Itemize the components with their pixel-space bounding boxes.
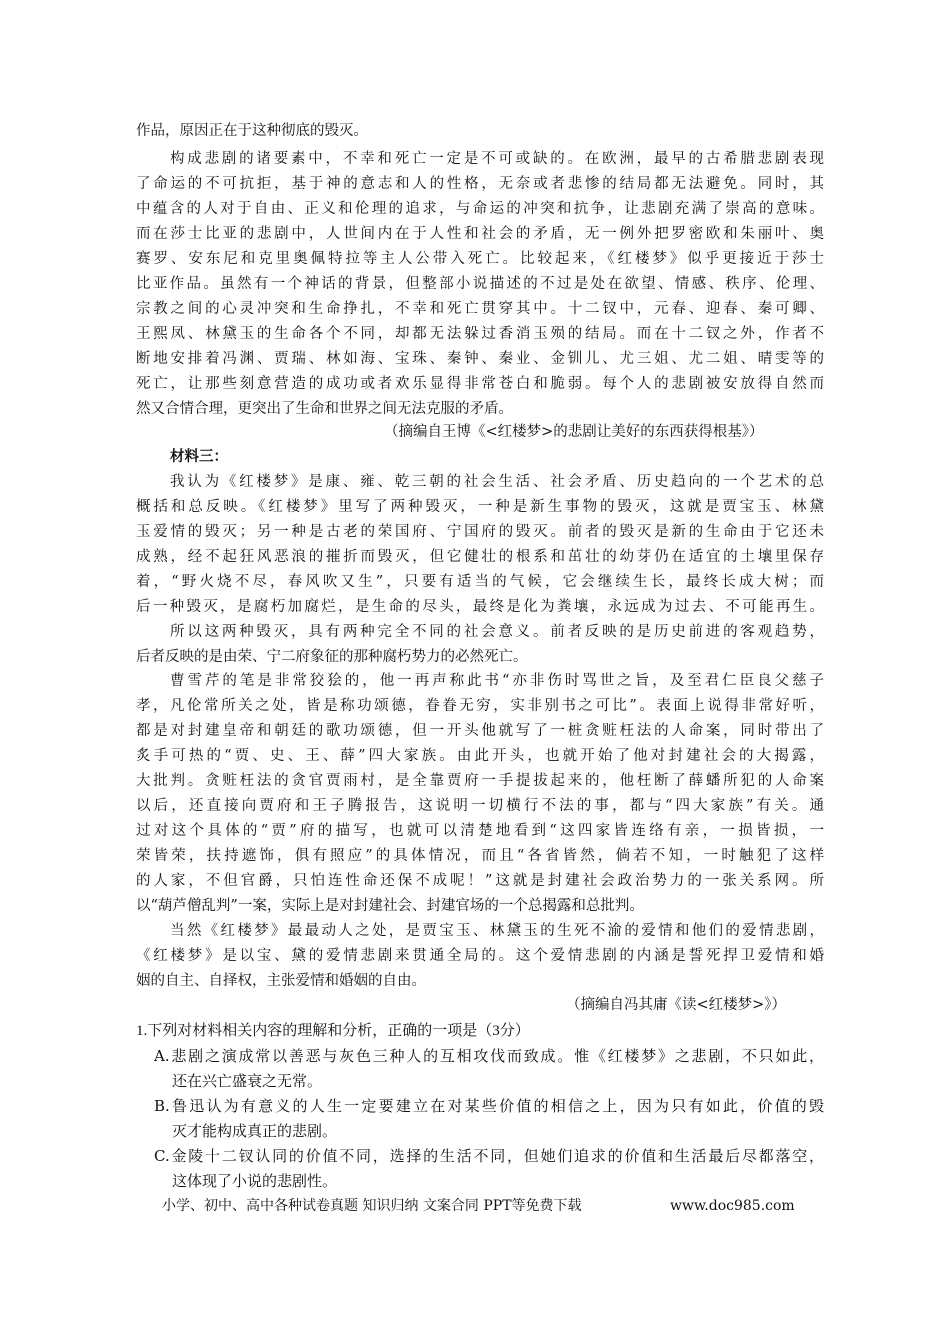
paragraph-line: 以后，还直接向贾府和王子腾报告，这说明一切横行不法的事，都与“四大家族”有关。通 [136, 798, 824, 814]
option-c-continued: 这体现了小说的悲剧性。 [172, 1172, 338, 1190]
option-a: A.悲剧之演成常以善恶与灰色三种人的互相攻伐而致成。惟《红楼梦》之悲剧，不只如此， [154, 1047, 824, 1065]
option-b-continued: 灭才能构成真正的悲剧。 [172, 1122, 338, 1140]
paragraph-line: 过对这个具体的“贾”府的描写，也就可以清楚地看到“这四家皆连络有亲，一损皆损，一 [136, 823, 824, 839]
paragraph-line: 《红楼梦》是以宝、黛的爱情悲剧来贯通全局的。这个爱情悲剧的内涵是誓死捍卫爱情和婚 [136, 948, 824, 964]
footer-url[interactable]: www.doc985.com [670, 1198, 795, 1214]
paragraph-line: 当然《红楼梦》最最动人之处，是贾宝玉、林黛玉的生死不渝的爱情和他们的爱情悲剧， [170, 923, 824, 939]
paragraph-line: 中蕴含的人对于自由、正义和伦理的追求，与命运的冲突和抗争，让悲剧充满了崇高的意味。 [136, 201, 824, 217]
paragraph-line: 死亡，让那些刻意营造的成功或者欢乐显得非常苍白和脆弱。每个人的悲剧被安放得自然而 [136, 376, 824, 392]
paragraph-line: 我认为《红楼梦》是康、雍、乾三朝的社会生活、社会矛盾、历史趋向的一个艺术的总 [170, 474, 824, 490]
paragraph-line: 荣皆荣，扶持遮饰，俱有照应”的具体情况，而且“各省皆然，倘若不知，一时触犯了这样 [136, 848, 824, 864]
option-b: B.鲁迅认为有意义的人生一定要建立在对某些价值的相信之上，因为只有如此，价值的毁 [154, 1097, 824, 1115]
source-citation: （摘编自王博《<红楼梦>的悲剧让美好的东西获得根基》） [384, 424, 764, 440]
paragraph-line: 炙手可热的“贾、史、王、薛”四大家族。由此开头，也就开始了他对封建社会的大揭露， [136, 748, 824, 764]
paragraph-line: 都是对封建皇帝和朝廷的歌功颂德，但一开头他就写了一桩贪赃枉法的人命案，同时带出了 [136, 723, 824, 739]
paragraph-line: 玉爱情的毁灭；另一种是古老的荣国府、宁国府的毁灭。前者的毁灭是新的生命由于它还未 [136, 524, 824, 540]
paragraph-line: 以“葫芦僧乱判”一案，实际上是对封建社会、封建官场的一个总揭露和总批判。 [136, 898, 644, 914]
footer-text: 小学、初中、高中各种试卷真题 知识归纳 文案合同 PPT等免费下载 [162, 1198, 582, 1214]
question-stem: 1.下列对材料相关内容的理解和分析，正确的一项是（3分） [136, 1023, 530, 1039]
paragraph-line: 姻的自主、自择权，主张爱情和婚姻的自由。 [136, 973, 426, 989]
paragraph-line: 后者反映的是由荣、宁二府象征的那种腐朽势力的必然死亡。 [136, 649, 528, 665]
section-heading: 材料三： [170, 448, 228, 465]
option-c: C.金陵十二钗认同的价值不同，选择的生活不同，但她们追求的价值和生活最后尽都落空， [154, 1147, 824, 1165]
paragraph-line: 赛罗、安东尼和克里奥佩特拉等主人公带入死亡。比较起来，《红楼梦》似乎更接近于莎士 [136, 251, 824, 267]
paragraph-line: 的人家，不但官爵，只怕连性命还保不成呢！”这就是封建社会政治势力的一张关系网。所 [136, 873, 824, 889]
paragraph-line: 断地安排着冯渊、贾瑞、林如海、宝珠、秦钟、秦业、金钏儿、尤三姐、尤二姐、晴雯等的 [136, 351, 824, 367]
paragraph-line: 所以这两种毁灭，具有两种完全不同的社会意义。前者反映的是历史前进的客观趋势， [170, 624, 824, 640]
paragraph-line: 宗教之间的心灵冲突和生命挣扎，不幸和死亡贯穿其中。十二钗中，元春、迎春、秦可卿、 [136, 301, 824, 317]
paragraph-line: 成熟，经不起狂风恶浪的摧折而毁灭，但它健壮的根系和茁壮的幼芽仍在适宜的土壤里保存 [136, 549, 824, 565]
paragraph-line: 曹雪芹的笔是非常狡狯的，他一再声称此书“亦非伤时骂世之旨，及至君仁臣良父慈子 [170, 673, 824, 689]
paragraph-line: 了命运的不可抗拒，基于神的意志和人的性格，无奈或者悲惨的结局都无法避免。同时，其 [136, 176, 824, 192]
option-a-continued: 还在兴亡盛衰之无常。 [172, 1072, 323, 1090]
paragraph-line: 大批判。贪赃枉法的贪官贾雨村，是全靠贾府一手提拔起来的，他枉断了薛蟠所犯的人命案 [136, 773, 824, 789]
paragraph-line: 比亚作品。虽然有一个神话的背景，但整部小说描述的不过是处在欲望、情感、秩序、伦理、 [136, 276, 824, 292]
paragraph-line: 孝，凡伦常所关之处，皆是称功颂德，眷眷无穷，实非别书之可比”。表面上说得非常好听， [136, 698, 824, 714]
paragraph-line: 而在莎士比亚的悲剧中，人世间内在于人性和社会的矛盾，无一例外把罗密欧和朱丽叶、奥 [136, 226, 824, 242]
paragraph-line: 概括和总反映。《红楼梦》里写了两种毁灭，一种是新生事物的毁灭，这就是贾宝玉、林黛 [136, 499, 824, 515]
paragraph-line: 后一种毁灭，是腐朽加腐烂，是生命的尽头，最终是化为粪壤，永远成为过去、不可能再生。 [136, 599, 824, 615]
source-citation: （摘编自冯其庸《读<红楼梦>》） [566, 997, 787, 1013]
text-line: 作品，原因正在于这种彻底的毁灭。 [136, 123, 368, 139]
paragraph-line: 着，“野火烧不尽，春风吹又生”，只要有适当的气候，它会继续生长，最终长成大树；而 [136, 574, 824, 590]
paragraph-line: 然又合情合理，更突出了生命和世界之间无法克服的矛盾。 [136, 401, 513, 417]
paragraph-line: 王熙凤、林黛玉的生命各个不同，却都无法躲过香消玉殒的结局。而在十二钗之外，作者不 [136, 326, 824, 342]
paragraph-line: 构成悲剧的诸要素中，不幸和死亡一定是不可或缺的。在欧洲，最早的古希腊悲剧表现 [170, 151, 824, 167]
